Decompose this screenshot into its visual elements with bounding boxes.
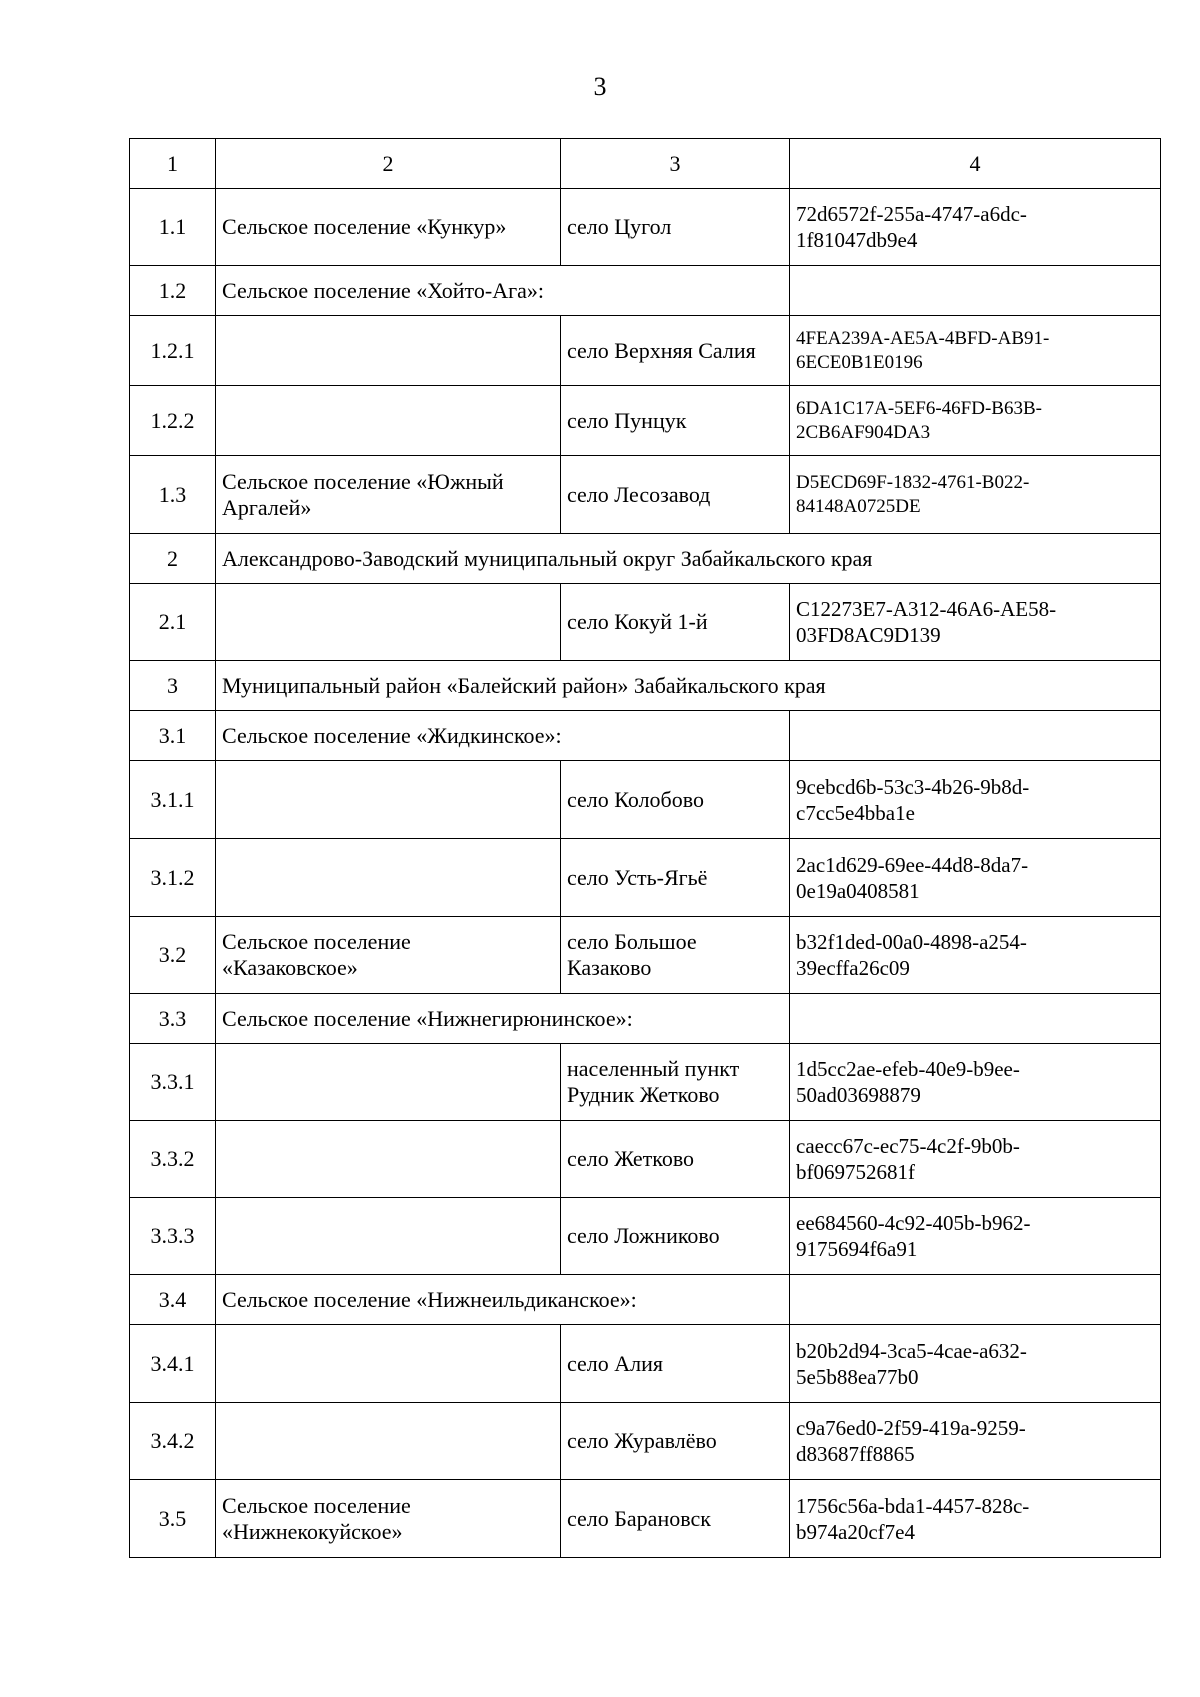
table-header-row — [130, 139, 1161, 189]
row-number: 2.1 — [130, 584, 216, 661]
municipality-cell: Александрово-Заводский муниципальный округ Забайкальского края — [216, 534, 1161, 584]
table-row — [130, 456, 1161, 534]
row-number: 3.2 — [130, 917, 216, 994]
table-row — [130, 711, 1161, 761]
guid-cell: b20b2d94-3ca5-4cae-a632- 5e5b88ea77b0 — [790, 1325, 1161, 1403]
guid-cell — [790, 994, 1161, 1044]
municipality-cell: Сельское поселение «Жидкинское»: — [216, 711, 790, 761]
table-row — [130, 316, 1161, 386]
municipality-cell — [216, 1403, 561, 1480]
municipality-cell — [216, 584, 561, 661]
settlement-cell: село Алия — [561, 1325, 790, 1403]
row-number: 3.3.3 — [130, 1198, 216, 1275]
guid-cell: caecc67c-ec75-4c2f-9b0b- bf069752681f — [790, 1121, 1161, 1198]
settlement-cell: село Кокуй 1-й — [561, 584, 790, 661]
municipality-cell: Сельское поселение «Нижнекокуйское» — [216, 1480, 561, 1558]
municipality-cell — [216, 761, 561, 839]
table-row — [130, 584, 1161, 661]
row-number: 3.4.1 — [130, 1325, 216, 1403]
municipality-cell — [216, 839, 561, 917]
page-number: 3 — [593, 72, 607, 101]
header-cell: 1 — [130, 139, 216, 189]
guid-cell: 6DA1C17A-5EF6-46FD-B63B- 2CB6AF904DA3 — [790, 386, 1161, 456]
municipality-cell: Сельское поселение «Нижнеильдиканское»: — [216, 1275, 790, 1325]
municipality-cell — [216, 1325, 561, 1403]
settlement-cell: село Усть-Ягьё — [561, 839, 790, 917]
row-number: 1.2.1 — [130, 316, 216, 386]
settlement-cell: село Пунцук — [561, 386, 790, 456]
guid-cell — [790, 266, 1161, 316]
row-number: 1.2.2 — [130, 386, 216, 456]
guid-cell: D5ECD69F-1832-4761-B022- 84148A0725DE — [790, 456, 1161, 534]
settlement-cell: село Верхняя Салия — [561, 316, 790, 386]
guid-cell: C12273E7-A312-46A6-AE58- 03FD8AC9D139 — [790, 584, 1161, 661]
municipality-cell — [216, 386, 561, 456]
municipality-cell: Сельское поселение «Южный Аргалей» — [216, 456, 561, 534]
municipality-cell — [216, 1121, 561, 1198]
row-number: 1.3 — [130, 456, 216, 534]
table-row — [130, 1480, 1161, 1558]
table-row — [130, 1403, 1161, 1480]
table-row — [130, 1325, 1161, 1403]
row-number: 3.4.2 — [130, 1403, 216, 1480]
guid-cell — [790, 1275, 1161, 1325]
row-number: 3.3.1 — [130, 1044, 216, 1121]
table-row — [130, 534, 1161, 584]
municipality-cell: Сельское поселение «Казаковское» — [216, 917, 561, 994]
municipality-cell: Муниципальный район «Балейский район» Забайкальского края — [216, 661, 1161, 711]
table-row — [130, 1275, 1161, 1325]
guid-cell: 1756c56a-bda1-4457-828c- b974a20cf7e4 — [790, 1480, 1161, 1558]
guid-cell — [790, 711, 1161, 761]
header-cell: 3 — [561, 139, 790, 189]
table-row — [130, 917, 1161, 994]
table-row — [130, 994, 1161, 1044]
guid-cell: c9a76ed0-2f59-419a-9259- d83687ff8865 — [790, 1403, 1161, 1480]
municipality-cell: Сельское поселение «Кункур» — [216, 189, 561, 266]
table-row — [130, 189, 1161, 266]
settlement-cell: населенный пункт Рудник Жетково — [561, 1044, 790, 1121]
settlement-cell: село Жетково — [561, 1121, 790, 1198]
settlement-cell: село Большое Казаково — [561, 917, 790, 994]
guid-cell: b32f1ded-00a0-4898-a254- 39ecffa26c09 — [790, 917, 1161, 994]
municipality-cell — [216, 1198, 561, 1275]
municipality-cell — [216, 1044, 561, 1121]
header-cell: 2 — [216, 139, 561, 189]
table-row — [130, 1044, 1161, 1121]
table-row — [130, 661, 1161, 711]
settlements-table — [129, 138, 1161, 1558]
row-number: 3.1.2 — [130, 839, 216, 917]
guid-cell: 4FEA239A-AE5A-4BFD-AB91- 6ECE0B1E0196 — [790, 316, 1161, 386]
table-row — [130, 1121, 1161, 1198]
row-number: 3.1.1 — [130, 761, 216, 839]
municipality-cell — [216, 316, 561, 386]
table-row — [130, 266, 1161, 316]
settlement-cell: село Барановск — [561, 1480, 790, 1558]
guid-cell: 1d5cc2ae-efeb-40e9-b9ee- 50ad03698879 — [790, 1044, 1161, 1121]
row-number: 2 — [130, 534, 216, 584]
settlement-cell: село Цугол — [561, 189, 790, 266]
row-number: 3.1 — [130, 711, 216, 761]
row-number: 1.1 — [130, 189, 216, 266]
guid-cell: 72d6572f-255a-4747-a6dc- 1f81047db9e4 — [790, 189, 1161, 266]
header-cell: 4 — [790, 139, 1161, 189]
guid-cell: 9cebcd6b-53c3-4b26-9b8d- c7cc5e4bba1e — [790, 761, 1161, 839]
guid-cell: ee684560-4c92-405b-b962- 9175694f6a91 — [790, 1198, 1161, 1275]
row-number: 3.4 — [130, 1275, 216, 1325]
guid-cell: 2ac1d629-69ee-44d8-8da7- 0e19a0408581 — [790, 839, 1161, 917]
settlement-cell: село Журавлёво — [561, 1403, 790, 1480]
municipality-cell: Сельское поселение «Нижнегирюнинское»: — [216, 994, 790, 1044]
row-number: 3.3.2 — [130, 1121, 216, 1198]
table-row — [130, 386, 1161, 456]
settlement-cell: село Лесозавод — [561, 456, 790, 534]
table-row — [130, 839, 1161, 917]
settlement-cell: село Ложниково — [561, 1198, 790, 1275]
settlement-cell: село Колобово — [561, 761, 790, 839]
table-row — [130, 1198, 1161, 1275]
row-number: 3 — [130, 661, 216, 711]
table-row — [130, 761, 1161, 839]
row-number: 3.3 — [130, 994, 216, 1044]
row-number: 3.5 — [130, 1480, 216, 1558]
municipality-cell: Сельское поселение «Хойто-Ага»: — [216, 266, 790, 316]
row-number: 1.2 — [130, 266, 216, 316]
